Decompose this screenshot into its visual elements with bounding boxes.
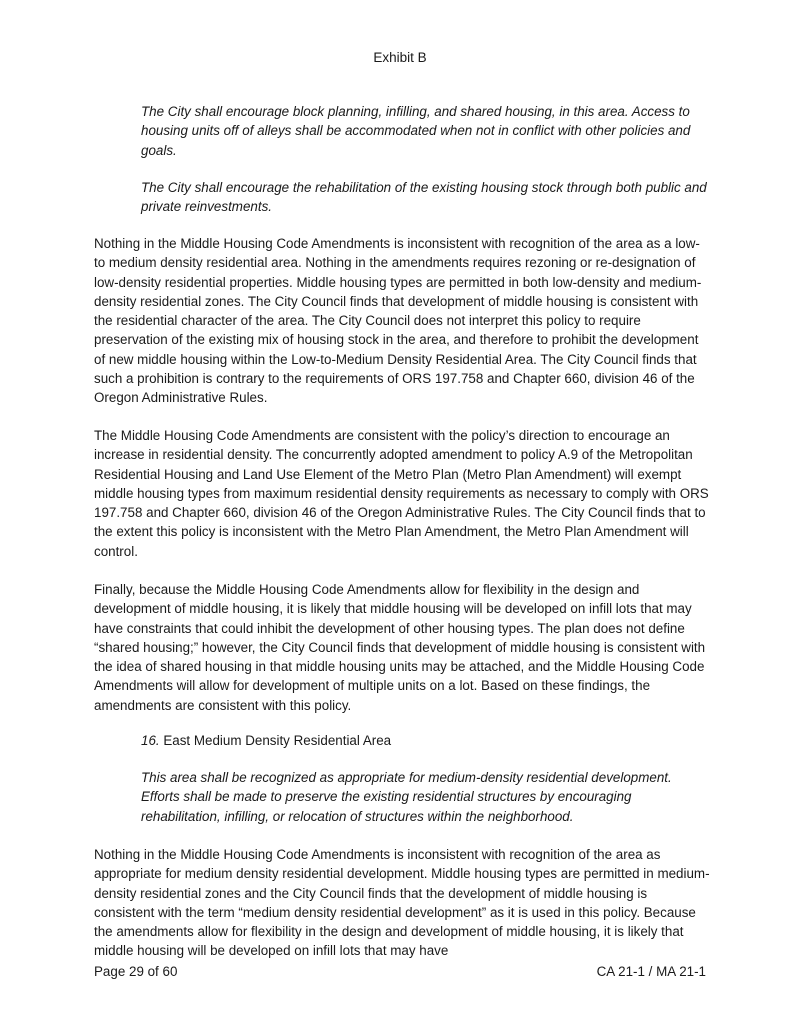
paragraph: The Middle Housing Code Amendments are consistent with the policy’s direction to encourage an increase in residential density. The concurrently adopted amendment to policy A.9 of the Metropolitan Residential Housing and Land Use Element of the Metro Plan (Metro Plan Amendment) will exempt middle housing types from maximum residential density requirements as necessary to comply with ORS 197.758 and Chapter 660, division 46 of the Oregon Administrative Rules. The City Council finds that to the extent this policy is inconsistent with the Metro Plan Amendment, the Metro Plan Amendment will control. xyxy=(94,428,709,559)
section-title: East Medium Density Residential Area xyxy=(163,733,392,748)
case-number: CA 21-1 / MA 21-1 xyxy=(596,964,706,979)
policy-quote: The City shall encourage the rehabilitation of the existing housing stock through both public and private reinvestments. xyxy=(141,180,707,215)
paragraph: Nothing in the Middle Housing Code Amendments is inconsistent with recognition of the area as a low-to medium density residential area. Nothing in the amendments requires rezoning or re-designation of low-density residential properties. Middle housing types are permitted in both low-density and medium-density residential zones. The City Council finds that development of middle housing is consistent with the residential character of the area. The City Council does not interpret this policy to require preservation of the existing mix of housing stock in the area, and therefore to prohibit the development of new middle housing within the Low-to-Medium Density Residential Area. The City Council finds that such a prohibition is contrary to the requirements of ORS 197.758 and Chapter 660, division 46 of the Oregon Administrative Rules. xyxy=(94,236,702,406)
section-number: 16. xyxy=(141,733,160,748)
page-footer xyxy=(94,962,706,981)
page-number: Page 29 of 60 xyxy=(94,964,178,979)
section-heading xyxy=(141,731,707,750)
policy-quote: This area shall be recognized as appropriate for medium-density residential development. Efforts shall be made to preserve the existing residential structures by encouraging rehabilitation, infilling, or relocation of structures within the neighborhood. xyxy=(141,770,672,824)
paragraph: Nothing in the Middle Housing Code Amendments is inconsistent with recognition of the area as appropriate for medium density residential development. Middle housing types are permitted in medium-density residential zones and the City Council finds that the development of middle housing is consistent with the term “medium density residential development” as it is used in this policy. Because the amendments allow for flexibility in the design and development of middle housing, it is likely that middle housing will be developed on infill lots that may have xyxy=(94,847,710,959)
policy-quote: The City shall encourage block planning, infilling, and shared housing, in this area. Access to housing units off of alleys shall be accommodated when not in conflict with other policies and goals. xyxy=(141,104,691,158)
paragraph: Finally, because the Middle Housing Code Amendments allow for flexibility in the design and development of middle housing, it is likely that middle housing will be developed on infill lots that may have constraints that could inhibit the development of other housing types. The plan does not define “shared housing;” however, the City Council finds that development of middle housing is consistent with the idea of shared housing in that middle housing units may be attached, and the Middle Housing Code Amendments will allow for development of multiple units on a lot. Based on these findings, the amendments are consistent with this policy. xyxy=(94,582,706,713)
page-header: Exhibit B xyxy=(373,50,427,65)
